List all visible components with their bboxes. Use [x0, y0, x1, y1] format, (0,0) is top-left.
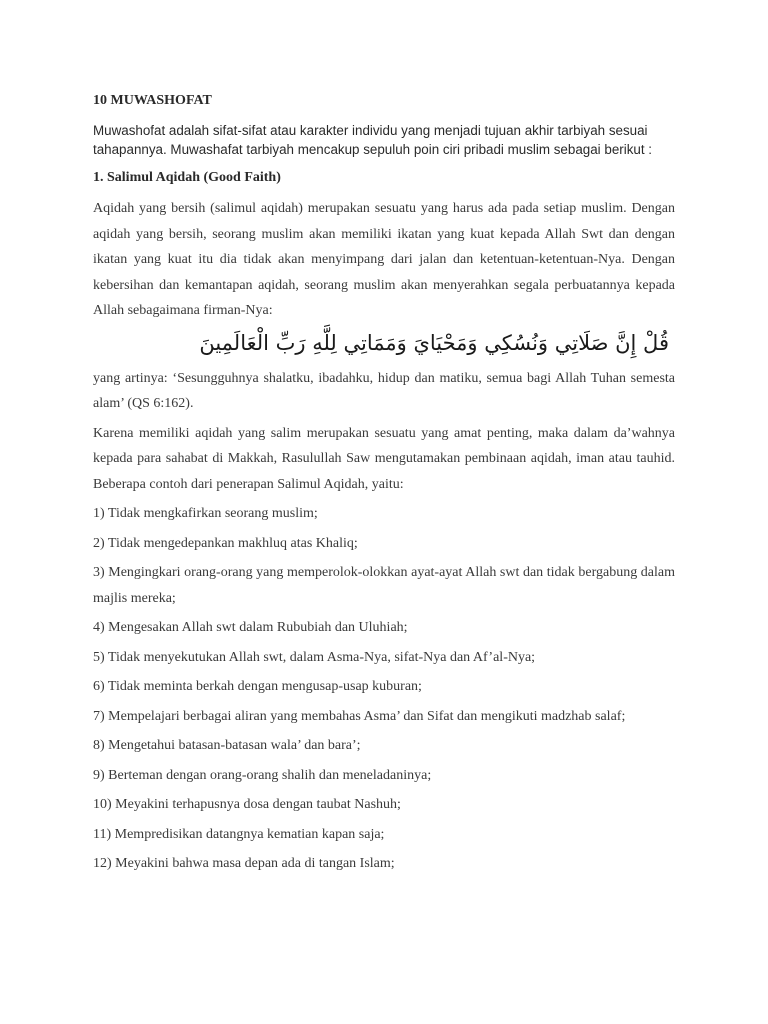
list-item: 9) Berteman dengan orang-orang shalih dan meneladaninya;: [93, 767, 432, 783]
list-item: 7) Mempelajari berbagai aliran yang membahas Asma’ dan Sifat dan mengikuti madzhab salaf;: [93, 708, 626, 724]
list-item: 5) Tidak menyekutukan Allah swt, dalam Asma-Nya, sifat-Nya dan Af’al-Nya;: [93, 649, 536, 665]
list-item: 11) Mempredisikan datangnya kematian kapan saja;: [93, 826, 385, 842]
list-item: 3) Mengingkari orang-orang yang memperolok-olokkan ayat-ayat Allah swt dan tidak bergabung dalam majlis mereka;: [93, 565, 675, 606]
document-page: [93, 92, 675, 881]
intro-paragraph: Muwashofat adalah sifat-sifat atau karakter individu yang menjadi tujuan akhir tarbiyah sesuai tahapannya. Muwashafat tarbiyah mencakup sepuluh poin ciri pribadi muslim sebagai berikut :: [93, 123, 653, 157]
list-item: 4) Mengesakan Allah swt dalam Rububiah dan Uluhiah;: [93, 620, 408, 635]
list-item: 10) Meyakini terhapusnya dosa dengan taubat Nashuh;: [93, 797, 401, 812]
paragraph: yang artinya: ‘Sesungguhnya shalatku, ibadahku, hidup dan matiku, semua bagi Allah Tuhan semesta alam’ (QS 6:162).: [93, 370, 675, 411]
list-item: 12) Meyakini bahwa masa depan ada di tangan Islam;: [93, 856, 395, 871]
list-item: 2) Tidak mengedepankan makhluq atas Khaliq;: [93, 535, 358, 551]
list-item: 1) Tidak mengkafirkan seorang muslim;: [93, 506, 318, 521]
document-title: 10 MUWASHOFAT: [93, 93, 212, 108]
arabic-verse: قُلْ إِنَّ صَلَاتِي وَنُسُكِي وَمَحْيَايَ وَمَمَاتِي لِلَّهِ رَبِّ الْعَالَمِينَ: [199, 330, 669, 355]
paragraph: Aqidah yang bersih (salimul aqidah) merupakan sesuatu yang harus ada pada setiap muslim. Dengan aqidah yang bersih, seorang muslim akan memiliki ikatan yang kuat kepada Allah Swt dan dengan ikatan yang kuat itu dia tidak akan menyimpang dari jalan dan ketentuan-ketentuan-Nya. Dengan kebersihan dan kemantapan aqidah, seorang muslim akan menyerahkan segala perbuatannya kepada Allah sebagaimana firman-Nya:: [93, 201, 675, 318]
paragraph: Karena memiliki aqidah yang salim merupakan sesuatu yang amat penting, maka dalam da’wahnya kepada para sahabat di Makkah, Rasulullah Saw mengutamakan pembinaan aqidah, iman atau tauhid. Beberapa contoh dari penerapan Salimul Aqidah, yaitu:: [93, 425, 675, 492]
section-heading: 1. Salimul Aqidah (Good Faith): [93, 170, 281, 185]
list-item: 6) Tidak meminta berkah dengan mengusap-usap kuburan;: [93, 679, 422, 694]
list-item: 8) Mengetahui batasan-batasan wala’ dan bara’;: [93, 738, 361, 753]
